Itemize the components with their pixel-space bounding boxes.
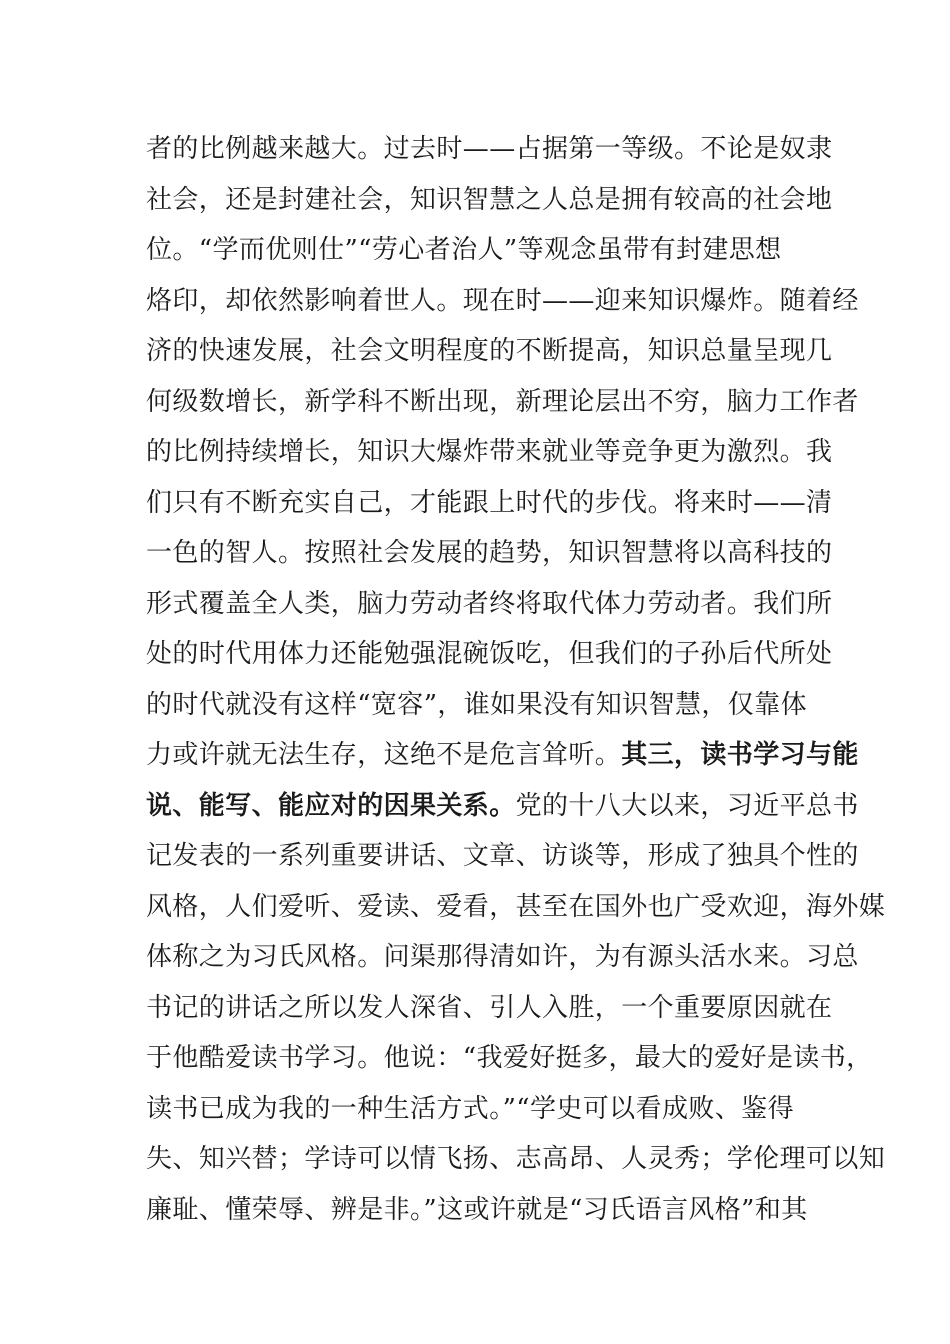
body-text-span: 烙印，却依然影响着世人。现在时——迎来知识爆炸。随着经 [146,285,859,316]
bold-heading-text: 其三，读书学习与能 [621,740,859,770]
body-text-span: 党的十八大以来，习近平总书 [515,790,859,821]
text-line [146,629,833,680]
text-line [146,932,859,983]
text-line [146,528,833,579]
text-line [146,124,833,175]
body-text-span: 力或许就无法生存，这绝不是危言耸听。 [146,740,622,770]
body-text-span: 记发表的一系列重要讲话、文章、访谈等，形成了独具个性的 [146,841,859,871]
text-line [146,175,833,226]
body-text-span: 的时代就没有这样“宽容”，谁如果没有知识智慧，仅靠体 [146,689,807,720]
text-line [146,225,816,276]
body-text-span: 一色的智人。按照社会发展的趋势，知识智慧将以高科技的 [146,538,833,568]
body-text-span: 读书已成为我的一种生活方式。”“学史可以看成败、鉴得 [146,1093,794,1124]
text-line [146,276,859,327]
body-text-span: 们只有不断充实自己，才能跟上时代的步伐。将来时——清 [146,487,833,518]
body-text-span: 位。“学而优则仕”“劳心者治人”等观念虽带有封建思想 [146,235,782,265]
text-line [146,377,859,428]
text-line [146,1084,816,1135]
text-line [146,882,886,933]
body-text-span: 者的比例越来越大。过去时——占据第一等级。不论是奴隶 [146,134,833,164]
text-line [146,427,833,478]
body-text-span: 于他酷爱读书学习。他说：“我爱好挺多，最大的爱好是读书， [146,1043,873,1073]
body-text-span: 形式覆盖全人类，脑力劳动者终将取代体力劳动者。我们所 [146,588,833,619]
body-text-span: 何级数增长，新学科不断出现，新理论层出不穷，脑力工作者 [146,386,859,417]
text-line [146,579,833,630]
body-text-span: 济的快速发展，社会文明程度的不断提高，知识总量呈现几 [146,336,833,366]
body-text-span: 的比例持续增长，知识大爆炸带来就业等竞争更为激烈。我 [146,437,833,467]
body-text-span: 失、知兴替；学诗可以情飞扬、志高昂、人灵秀；学伦理可以知 [146,1144,886,1174]
body-text-span: 书记的讲话之所以发人深省、引人入胜，一个重要原因就在 [146,992,833,1023]
text-line [146,680,816,731]
body-text-span: 风格，人们爱听、爱读、爱看，甚至在国外也广受欢迎，海外媒 [146,891,886,922]
text-line [146,983,833,1034]
body-text-span: 处的时代用体力还能勉强混碗饭吃，但我们的子孙后代所处 [146,639,833,669]
text-line [146,478,833,529]
text-line [146,1134,886,1185]
body-text-span: 廉耻、懂荣辱、辨是非。”这或许就是“习氏语言风格”和其 [146,1194,808,1225]
text-line [146,781,859,832]
text-line [146,1033,873,1084]
body-text-span: 社会，还是封建社会，知识智慧之人总是拥有较高的社会地 [146,184,833,215]
bold-heading-text: 说、能写、能应对的因果关系。 [146,790,516,821]
text-line [146,326,833,377]
text-line [146,1185,816,1236]
body-text-span: 体称之为习氏风格。问渠那得清如许，为有源头活水来。习总 [146,942,859,972]
text-line [146,730,859,781]
text-line [146,831,859,882]
body-text [146,124,886,1235]
